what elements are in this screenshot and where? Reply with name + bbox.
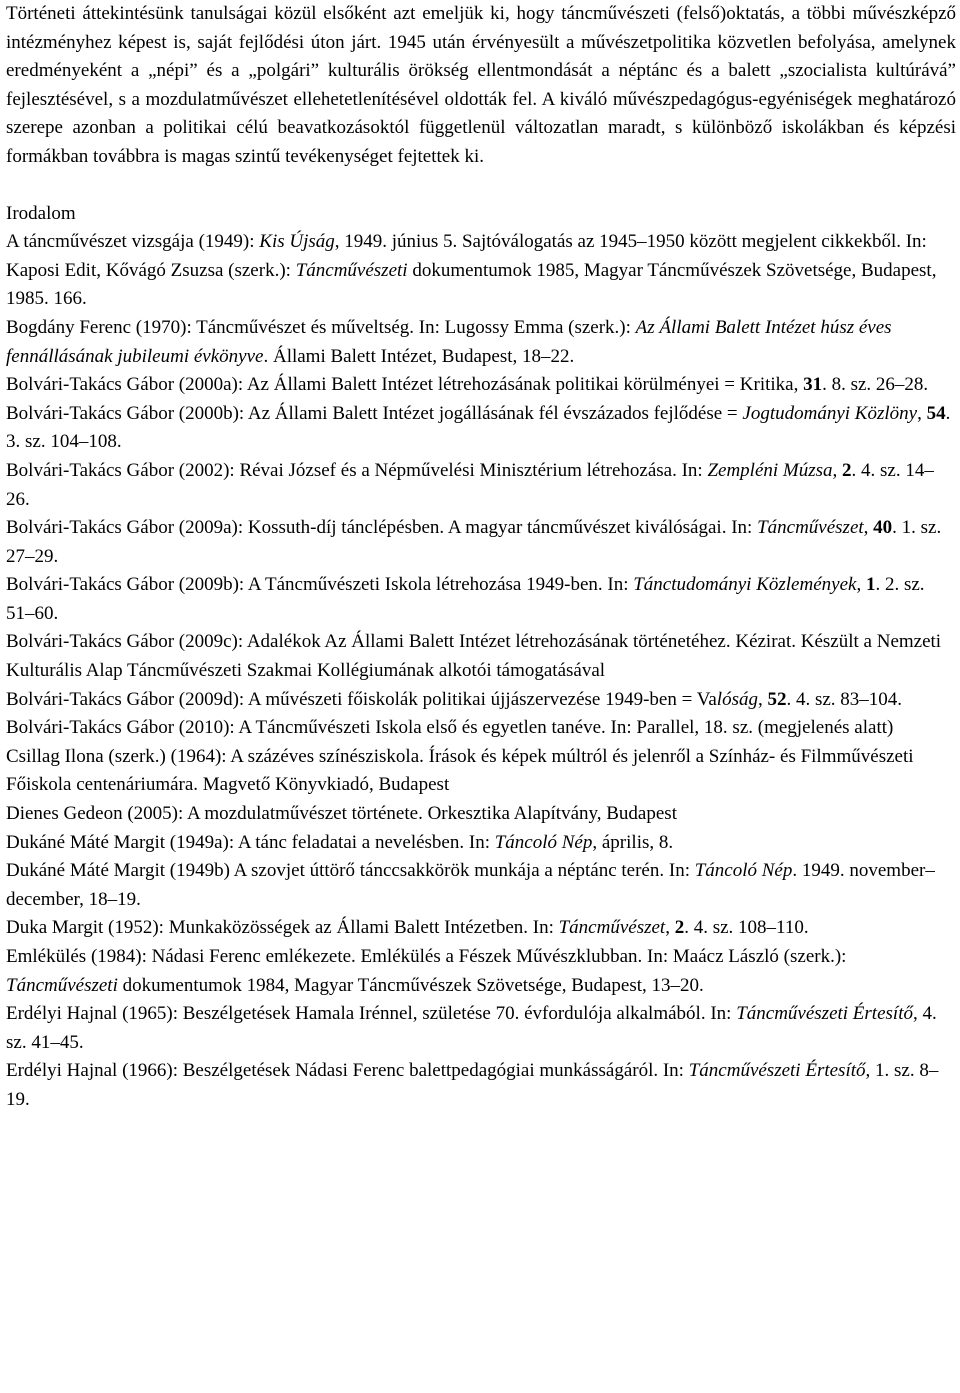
reference-text: Dukáné Máté Margit (1949a): A tánc feladatai a nevelésben. In: <box>6 831 495 853</box>
reference-italic-text: Tánctudományi Közlemények <box>633 574 857 596</box>
reference-text: . 1. sz. 27–29. <box>6 517 942 567</box>
document-page <box>6 0 956 1115</box>
reference-text: , április, 8. <box>592 831 674 853</box>
reference-text: . 2. sz. 51–60. <box>6 574 925 624</box>
reference-text: , <box>863 517 874 539</box>
reference-text: . Állami Balett Intézet, Budapest, 18–22. <box>263 345 575 367</box>
reference-italic-text: lóság <box>716 688 758 710</box>
reference-italic-text: Jogtudományi Közlöny <box>742 402 918 424</box>
reference-bold-text: 52 <box>767 688 787 710</box>
reference-text: Dienes Gedeon (2005): A mozdulatművészet története. Orkesztika Alapítvány, Budapest <box>6 803 677 825</box>
reference-item <box>6 857 956 914</box>
reference-item <box>6 400 956 457</box>
reference-item <box>6 457 956 514</box>
reference-text: . 4. sz. 83–104. <box>786 688 903 710</box>
reference-item <box>6 314 956 371</box>
reference-text: dokumentumok 1985, Magyar Táncművészek Szövetsége, Budapest, 1985. 166. <box>6 259 937 310</box>
reference-item <box>6 1000 956 1057</box>
reference-text: . 8. sz. 26–28. <box>822 374 929 396</box>
reference-text: Bogdány Ferenc (1970): Táncművészet és műveltség. In: Lugossy Emma (szerk.): <box>6 316 636 338</box>
reference-bold-text: 40 <box>873 517 893 539</box>
intro-paragraph: Történeti áttekintésünk tanulságai közül elsőként azt emeljük ki, hogy táncművészeti (felső)oktatás, a többi művészképző intézményhez képest is, saját fejlődési úton járt. 1945 után érvényesült a művészetpolitika közvetlen befolyása, amelynek eredményeként a „népi” és a „polgári” kulturális örökség ellentmondását a néptánc és a balett „szocialista kultúrává” fejlesztésével, s a mozdulatművészet ellehetetlenítésével oldották fel. A kiváló művészpedagógus-egyéniségek meghatározó szerepe azonban a politikai célú beavatkozásoktól függetlenül változatlan maradt, s különböző iskolákban és képzési formákban továbbra is magas szintű tevékenységet fejtettek ki. <box>6 3 956 167</box>
reference-bold-text: 1 <box>865 574 876 596</box>
reference-text: Csillag Ilona (szerk.) (1964): A százéves színésziskola. Írások és képek múltról és jelenről a Színház- és Filmművészeti Főiskola centenáriumára. Magvető Könyvkiadó, Budapest <box>6 745 914 796</box>
reference-text: Bolvári-Takács Gábor (2009d): A művészeti főiskolák politikai újjászervezése 1949-ben = Va <box>6 688 717 710</box>
reference-italic-text: Táncművészeti Értesítő <box>688 1060 866 1082</box>
reference-item <box>6 829 956 858</box>
reference-bold-text: 2 <box>842 459 852 481</box>
reference-italic-text: Táncoló Nép <box>494 831 593 853</box>
reference-italic-text: Táncművészet <box>757 517 864 539</box>
reference-item <box>6 686 956 715</box>
reference-text: Emlékülés (1984): Nádasi Ferenc emlékezete. Emlékülés a Fészek Művészklubban. In: Maácz László (szerk.): <box>6 946 847 967</box>
reference-item <box>6 371 956 400</box>
reference-text: Bolvári-Takács Gábor (2010): A Táncművészeti Iskola első és egyetlen tanéve. In: Parallel, 18. sz. (megjelenés alatt) <box>6 717 894 739</box>
reference-italic-text: Táncművészeti <box>6 974 118 996</box>
reference-italic-text: Táncoló Nép <box>694 860 793 882</box>
reference-text: , 4. sz. 41–45. <box>6 1003 937 1053</box>
reference-text: . 4. sz. 14–26. <box>6 459 934 510</box>
reference-text: Erdélyi Hajnal (1966): Beszélgetések Nádasi Ferenc balettpedagógiai munkásságáról. In: <box>6 1060 689 1082</box>
reference-text: . 4. sz. 108–110. <box>684 917 809 939</box>
reference-item <box>6 1057 956 1114</box>
reference-text: Bolvári-Takács Gábor (2000b): Az Állami Balett Intézet jogállásának fél évszázados fejlődése = <box>6 402 743 424</box>
reference-text: Duka Margit (1952): Munkaközösségek az Állami Balett Intézetben. In: <box>6 917 559 939</box>
reference-text: Bolvári-Takács Gábor (2000a): Az Állami Balett Intézet létrehozásának politikai körülményei = Kritika, <box>6 374 804 396</box>
reference-item <box>6 800 956 829</box>
reference-italic-text: Kis Újság <box>259 231 335 253</box>
reference-text: Bolvári-Takács Gábor (2002): Révai József és a Népművelési Minisztérium létrehozása. In: <box>6 459 708 481</box>
reference-text: Erdélyi Hajnal (1965): Beszélgetések Hamala Irénnel, születése 70. évfordulója alkalmából. In: <box>6 1003 737 1025</box>
reference-item <box>6 514 956 571</box>
reference-text: . 1949. november–december, 18–19. <box>6 860 935 910</box>
reference-text: , 1. sz. 8–19. <box>6 1060 939 1110</box>
reference-item <box>6 743 956 800</box>
reference-text: , <box>917 402 927 424</box>
reference-text: Bolvári-Takács Gábor (2009c): Adalékok Az Állami Balett Intézet létrehozásának történetéhez. Kézirat. Készült a Nemzeti Kulturális Alap Táncművészeti Szakmai Kollégiumának alkotói támogatásával <box>6 631 942 682</box>
reference-text: , <box>832 459 843 481</box>
reference-text: dokumentumok 1984, Magyar Táncművészek Szövetsége, Budapest, 13–20. <box>117 974 704 996</box>
reference-item <box>6 228 956 314</box>
reference-text: . 3. sz. 104–108. <box>6 402 951 453</box>
reference-italic-text: Táncművészeti <box>295 259 408 281</box>
reference-text: A táncművészet vizsgája (1949): <box>6 231 260 253</box>
reference-item <box>6 628 956 685</box>
reference-text: Bolvári-Takács Gábor (2009b): A Táncművészeti Iskola létrehozása 1949-ben. In: <box>6 574 634 596</box>
reference-item <box>6 943 956 1000</box>
reference-bold-text: 31 <box>803 374 823 396</box>
reference-italic-text: Táncművészeti Értesítő <box>736 1003 913 1025</box>
reference-bold-text: 54 <box>926 402 946 424</box>
reference-italic-text: Táncművészet <box>558 917 666 939</box>
reference-list <box>6 228 956 1114</box>
reference-italic-text: Zempléni Múzsa <box>707 459 833 481</box>
reference-text: , <box>665 917 675 939</box>
reference-item <box>6 914 956 943</box>
reference-italic-text: Az Állami Balett Intézet húsz éves fennállásának jubileumi évkönyve <box>6 316 892 367</box>
reference-text: Dukáné Máté Margit (1949b) A szovjet úttörő tánccsakkörök munkája a néptánc terén. In: <box>6 860 695 882</box>
reference-text: , <box>757 688 768 710</box>
reference-bold-text: 2 <box>674 917 685 939</box>
reference-text: , 1949. június 5. Sajtóválogatás az 1945–1950 között megjelent cikkekből. In: Kaposi Edit, Kővágó Zsuzsa (szerk.): <box>6 231 927 281</box>
reference-item <box>6 714 956 743</box>
reference-item <box>6 571 956 628</box>
bibliography-heading: Irodalom <box>6 202 76 224</box>
reference-text: Bolvári-Takács Gábor (2009a): Kossuth-díj tánclépésben. A magyar táncművészet kiválóságai. In: <box>6 517 758 539</box>
reference-text: , <box>856 574 866 596</box>
